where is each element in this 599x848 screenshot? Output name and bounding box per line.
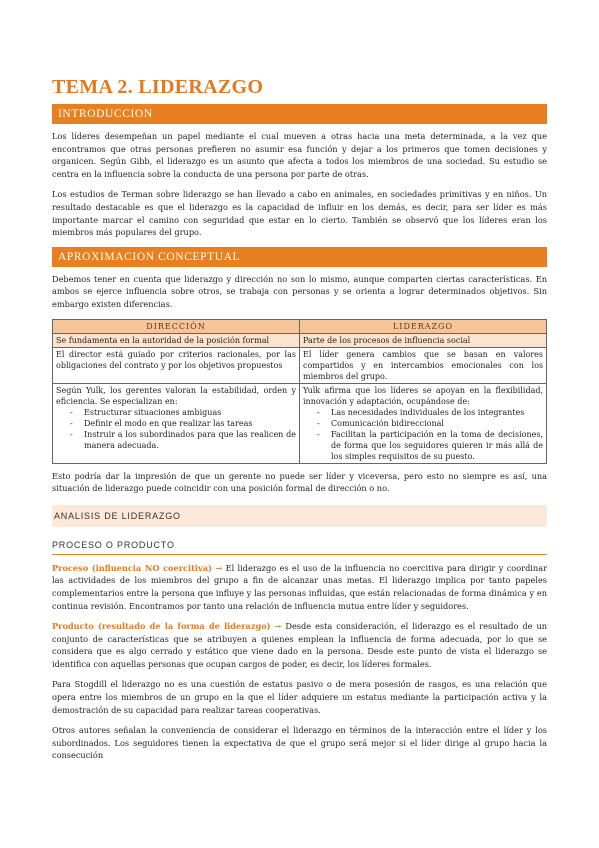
subsection-heading-proceso: PROCESO O PRODUCTO (52, 537, 547, 555)
table-row (53, 383, 547, 463)
arrow-right-icon: → (274, 621, 282, 632)
list-item: - Estructurar situaciones ambiguas (84, 407, 296, 418)
stogdill-paragraph: Para Stogdill el liderazgo no es una cuestión de estatus pasivo o de mera posesión de rasgos, es una relación que opera entre los miembros de un grupo en la que el líder adquiere un estatus mediante la participación activa y la demostración de su capacidad para realizar tareas cooperativas. (52, 679, 547, 715)
proceso-paragraph (52, 562, 547, 612)
table-cell: El líder genera cambios que se basan en valores compartidos y en intercambios emocionales con los miembros del grupo. (300, 347, 547, 383)
list-item: - Facilitan la participación en la toma de decisiones, de forma que los seguidores quieren ir más allá de los simples requisitos de su puesto. (331, 429, 543, 462)
table-row (53, 347, 547, 383)
table-row (53, 333, 547, 347)
table-header-row (53, 319, 547, 333)
table-cell: Se fundamenta en la autoridad de la posición formal (53, 333, 300, 347)
cell-intro: Yulk afirma que los líderes se apoyan en la flexibilidad, innovación y adaptación, ocupándose de: (303, 385, 543, 406)
page-title: TEMA 2. LIDERAZGO (52, 76, 264, 98)
comparison-table (52, 319, 547, 464)
intro-paragraph-1: Los líderes desempeñan un papel mediante el cual mueven a otras hacia una meta determinada, a la vez que encontramos que otras personas prefieren no asumir esa función y dejar a los primeros que tomen decisiones y organicen. Según Gibb, el liderazgo es un asunto que afecta a todos los miembros de una sociedad. Su estudio se centra en la influencia sobre la conducta de una persona por parte de otras. (52, 131, 547, 179)
table-cell: Parte de los procesos de influencia social (300, 333, 547, 347)
table-cell (300, 383, 547, 463)
section-heading-analisis: ANALISIS DE LIDERAZGO (52, 505, 547, 527)
otros-autores-paragraph: Otros autores señalan la conveniencia de considerar el liderazgo en términos de la interacción entre el líder y los subordinados. Los seguidores tienen la expectativa de que el grupo será mejor si el líder dirige al grupo hacia la consecución (52, 725, 547, 761)
table-cell (53, 383, 300, 463)
cell-intro: Según Yulk, los gerentes valoran la estabilidad, orden y eficiencia. Se especializan en: (56, 385, 296, 406)
producto-text: Desde esta consideración, el liderazgo es el resultado de un conjunto de características que se atribuyen a quienes emplean la influencia de forma adecuada, por lo que se considera que es algo cerrado y estático que viene dado en la persona. Desde este punto de vista el liderazgo se identifica con aquellas personas que ocupan cargos de poder, es decir, los líderes formales. (52, 621, 547, 669)
aproximacion-paragraph-1: Debemos tener en cuenta que liderazgo y dirección no son lo mismo, aunque comparten ciertas características. En ambos se ejerce influencia sobre otros, se trabaja con personas y se orienta a lograr determinados objetivos. Sin embargo existen diferencias. (52, 273, 547, 309)
aproximacion-paragraph-2: Esto podría dar la impresión de que un gerente no puede ser líder y viceversa, pero esto no siempre es así, una situación de liderazgo puede coincidir con una posición formal de dirección o no. (52, 470, 547, 494)
proceso-text: El liderazgo es el uso de la influencia no coercitiva para dirigir y coordinar las actividades de los miembros del grupo a fin de alcanzar unas metas. El liderazgo implica por tanto papeles complementarios entre la persona que influye y las personas influidas, que están relacionadas de forma dinámica y en continua revisión. Encontramos por tanto una relación de influencia mutua entre líder y seguidores. (52, 562, 547, 611)
direccion-list (56, 407, 296, 451)
section-heading-aproximacion: APROXIMACION CONCEPTUAL (52, 247, 547, 267)
list-item: - Comunicación bidireccional (331, 418, 543, 429)
producto-label: Producto (resultado de la forma de liderazgo) (52, 621, 271, 632)
table-header-direccion: DIRECCIÓN (53, 319, 300, 333)
table-header-liderazgo: LIDERAZGO (300, 319, 547, 333)
list-item: - Definir el modo en que realizar las tareas (84, 418, 296, 429)
list-item: - Instruir a los subordinados para que las realicen de manera adecuada. (84, 429, 296, 451)
liderazgo-list (303, 407, 543, 462)
list-item: - Las necesidades individuales de los integrantes (331, 407, 543, 418)
intro-paragraph-2: Los estudios de Terman sobre liderazgo se han llevado a cabo en animales, en sociedades primitivas y en niños. Un resultado destacable es que el liderazgo es la capacidad de influir en los demás, es decir, para ser líder es más importante marcar el camino con seguridad que estar en lo cierto. También se observó que los líderes eran los miembros más populares del grupo. (52, 189, 547, 238)
table-cell: El director está guiado por criterios racionales, por las obligaciones del contrato y por los objetivos propuestos (53, 347, 300, 383)
section-heading-introduccion: INTRODUCCION (52, 104, 547, 124)
proceso-label: Proceso (influencia NO coercitiva) (52, 562, 212, 573)
arrow-right-icon: → (215, 562, 223, 573)
producto-paragraph (52, 620, 547, 670)
